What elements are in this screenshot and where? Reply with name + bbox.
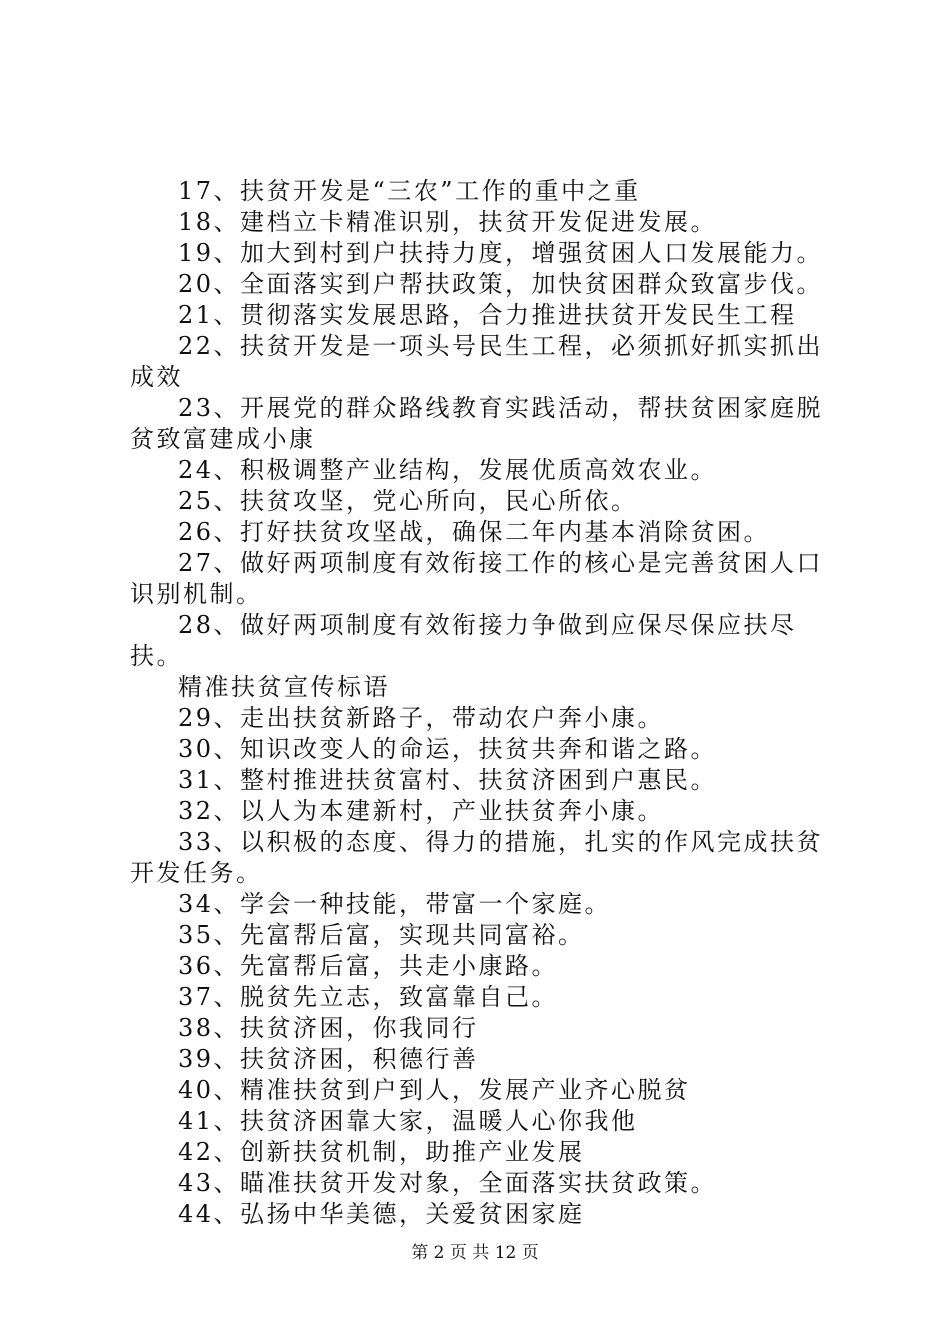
paragraph: 20、全面落实到户帮扶政策，加快贫困群众致富步伐。: [178, 270, 824, 298]
page-number-footer: 第 2 页 共 12 页: [411, 1243, 539, 1263]
paragraph: 32、以人为本建新村，产业扶贫奔小康。: [178, 797, 665, 825]
paragraph: 43、瞄准扶贫开发对象，全面落实扶贫政策。: [178, 1169, 718, 1197]
section-heading: 精准扶贫宣传标语: [178, 673, 390, 701]
paragraph: 18、建档立卡精准识别，扶贫开发促进发展。: [178, 208, 718, 236]
paragraph: 39、扶贫济困，积德行善: [178, 1045, 479, 1073]
paragraph: 30、知识改变人的命运，扶贫共奔和谐之路。: [178, 735, 718, 763]
paragraph: 38、扶贫济困，你我同行: [178, 1014, 479, 1042]
paragraph: 41、扶贫济困靠大家，温暖人心你我他: [178, 1107, 638, 1135]
paragraph: 37、脱贫先立志，致富靠自己。: [178, 983, 559, 1011]
paragraph: 35、先富帮后富，实现共同富裕。: [178, 921, 585, 949]
paragraph: 40、精准扶贫到户到人，发展产业齐心脱贫: [178, 1076, 691, 1104]
paragraph: 17、扶贫开发是“三农”工作的重中之重: [178, 177, 641, 205]
paragraph: 31、整村推进扶贫富村、扶贫济困到户惠民。: [178, 766, 718, 794]
paragraph: 28、做好两项制度有效衔接力争做到应保尽保应扶尽扶。: [130, 611, 797, 670]
paragraph: 33、以积极的态度、得力的措施，扎实的作风完成扶贫开发任务。: [130, 828, 824, 887]
paragraph: 23、开展党的群众路线教育实践活动，帮扶贫困家庭脱贫致富建成小康: [130, 394, 824, 453]
paragraph: 25、扶贫攻坚，党心所向，民心所依。: [178, 487, 638, 515]
paragraph: 29、走出扶贫新路子，带动农户奔小康。: [178, 704, 665, 732]
paragraph: 22、扶贫开发是一项头号民生工程，必须抓好抓实抓出成效: [130, 332, 824, 391]
paragraph: 21、贯彻落实发展思路，合力推进扶贫开发民生工程: [178, 301, 797, 329]
paragraph: 36、先富帮后富，共走小康路。: [178, 952, 559, 980]
paragraph: 27、做好两项制度有效衔接工作的核心是完善贫困人口识别机制。: [130, 549, 824, 608]
paragraph: 24、积极调整产业结构，发展优质高效农业。: [178, 456, 718, 484]
paragraph: 42、创新扶贫机制，助推产业发展: [178, 1138, 585, 1166]
paragraph: 44、弘扬中华美德，关爱贫困家庭: [178, 1200, 585, 1228]
document-body: [130, 176, 835, 1230]
paragraph: 19、加大到村到户扶持力度，增强贫困人口发展能力。: [178, 239, 824, 267]
paragraph: 26、打好扶贫攻坚战，确保二年内基本消除贫困。: [178, 518, 771, 546]
paragraph: 34、学会一种技能，带富一个家庭。: [178, 890, 612, 918]
